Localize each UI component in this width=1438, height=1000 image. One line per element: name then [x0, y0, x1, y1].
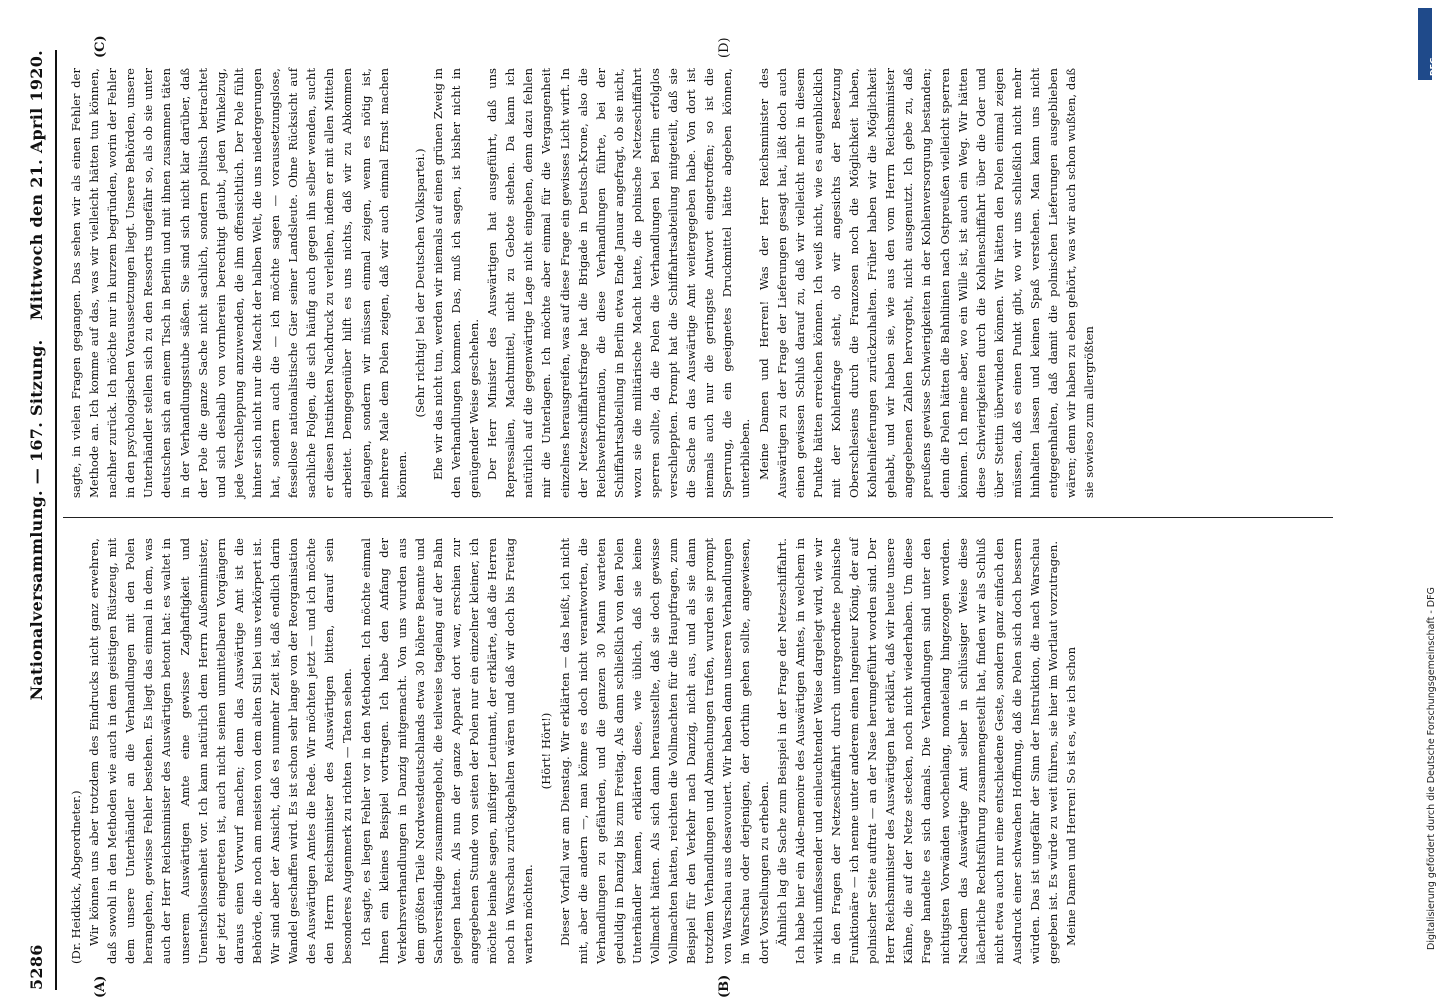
- page-number: 5286: [27, 944, 46, 990]
- paragraph: Meine Damen und Herren! Was der Herr Reichsminister des Auswärtigen zu der Frage der Lieferungen gesagt hat, läßt doch auch einen gewissen Schluß darauf zu, daß wir vielleicht mehr in diesem Punkte hätten erreichen können. Ich weiß nicht, wie es augenblicklich mit der Kohlenfrage steht, ob wir angesichts der Besetzung Oberschlesiens durch die Franzosen noch die Möglichkeit haben, Kohlenlieferungen zurückzuhalten. Früher haben wir die Möglichkeit gehabt, und wir haben sie, wie aus den vom Herrn Reichsminister angegebenen Zahlen hervorgeht, nicht ausgenutzt. Ich gebe zu, daß preußens gewisse Schwierigkeiten in der Kohlenversorgung bestanden; denn die Polen hätten die Bahnlinien nach Ostpreußen vielleicht sperren können. Ich meine aber, wo ein Wille ist, ist auch ein Weg. Wir hätten diese Schwierigkeiten durch die Kohlenschiffahrt über die Oder und über Stettin überwinden können. Wir hätten den Polen einmal zeigen müssen, daß es einen Punkt gibt, wo wir uns schließlich nicht mehr hinhalten lassen und keinen Spaß verstehen. Man kann uns nicht entgegenhalten, daß damit die polnischen Lieferungen ausgeblieben wären; denn wir haben zu eben gehört, was wir auch schon wußten, daß sie sowieso zum allergrößten: [756, 68, 1097, 498]
- paragraph: sagte, in vielen Fragen gegangen. Das sehen wir als einen Fehler der Methode an. Ich komme auf das, was wir vielleicht hätten tun können, nachher zurück. Ich möchte nur in kurzem begründen, worin der Fehler in den psychologischen Voraussetzungen liegt. Unsere Behörden, unsere Unterhändler stellen sich zu den Ressorts ungefähr so, als ob sie unter deutschen sich an einem Tisch in Berlin und mit ihnen zusammen täten in der Verhandlungsstube säßen. Sie sind sich nicht klar darüber, daß der Pole die ganze Sache nicht sachlich, sondern politisch betrachtet und sich deshalb von vornherein berechtigt glaubt, jeden Winkelzug, jede Verschleppung anzuwenden, die ihm offensichtlich. Der Pole fühlt hinter sich nicht nur die Macht der halben Welt, die uns niedergerungen hat, sondern auch die — ich möchte sagen — voraussetzungslose, fessellose nationalistische Gier seiner Landsleute. Ohne Rücksicht auf sachliche Folgen, die sich häufig auch gegen ihn selber wenden, sucht er diesen Instinkten Nachdruck zu verleihen, indem er mit allen Mitteln arbeitet. Demgegenüber hilft es uns nichts, daß wir zu Abkommen gelangen, sondern wir müssen einmal zeigen, wenn es nötig ist, mehrere Male dem Polen zeigen, daß wir auch einmal Ernst machen können.: [69, 68, 409, 498]
- paragraph: Meine Damen und Herren! So ist es, wie ich schon: [1064, 646, 1079, 946]
- left-column: [67, 538, 1080, 990]
- paragraph: Der Herr Minister des Auswärtigen hat ausgeführt, daß uns Repressalien, Machtmittel, nicht zu Gebote stehen. Da kann ich natürlich auf die gegenwärtige Lage nicht eingehen, denn dazu fehlen mir die Unterlagen. Ich möchte aber einmal für die Vergangenheit einzelnes herausgreifen, was auf diese Frage ein gewisses Licht wirft. In der Netzeschiffahrtsfrage hat die Brigade in Deutsch-Krone, also die Reichswehrformation, die diese Verhandlungen führte, bei der Schiffahrtsabteilung in Berlin etwa Ende Januar angefragt, ob sie nicht, wozu sie die militärische Macht hatte, die polnische Netzeschiffahrt sperren sollte, da die Polen die Verhandlungen bei Berlin erfolglos verschleppten. Prompt hat die Schiffahrtsabteilung mitgeteilt, daß sie die Sache an das Auswärtige Amt weitergegeben habe. Von dort ist niemals auch nur die geringste Antwort eingetroffen; so ist die Sperrung, die ein geeignetes Druckmittel hätte abgeben können, unterblieben.: [485, 68, 753, 498]
- digitization-note-text: Digitalisierung gefördert durch die Deutsche Forschungsgemeinschaft - DFG: [1426, 587, 1437, 950]
- paragraph: Ähnlich lag die Sache zum Beispiel in der Frage der Netzeschiffahrt. Ich habe hier ein Aide-memoire des Auswärtigen Amtes, in welchem in wirklich umfassender und einleuchtender Weise dargelegt wird, wie wir in den Fragen der Netzeschiffahrt durch untergeordnete polnische Funktionäre — ich nenne unter anderem einen Ingenieur König, der auf polnischer Seite auftrat — an der Nase herumgeführt worden sind. Der Herr Reichsminister des Auswärtigen hat erklärt, daß wir heute unsere Kähne, die auf der Netze stecken, noch nicht wiederhaben. Um diese Frage handelte es sich damals. Die Verhandlungen sind unter den nichtigsten Vorwänden wochenlang, monatelang hingezogen worden. Nachdem das Auswärtige Amt selber in schlüssiger Weise diese lächerliche Rechtsführung zusammengestellt hat, finden wir als Schluß nicht etwa auch nur eine entschiedene Geste, sondern ganz einfach den Ausdruck einer schwachen Hoffnung, daß die Polen sich doch bessern würden. Das ist ungefähr der Sinn der Instruktion, die nach Warschau gegeben ist. Es würde zu weit führen, sie hier im Wortlaut vorzutragen.: [774, 538, 1061, 964]
- margin-marker-c: (C): [93, 35, 108, 58]
- dfg-logo-text: DFG: [1429, 57, 1438, 76]
- margin-marker-a: (A): [93, 975, 108, 998]
- speaker-line: (Dr. Heidkick, Abgeordneter.): [69, 790, 83, 964]
- margin-marker-b: (B): [717, 974, 732, 998]
- page-date: Mittwoch den 21. April 1920.: [27, 50, 46, 321]
- header-rule: [55, 50, 57, 990]
- paragraph: Dieser Vorfall war am Dienstag. Wir erklärten — das heißt, ich nicht mit, aber die andern —, man könne es doch nicht verantworten, die Verhandlungen zu gefährden, und die ganzen 30 Mann warteten geduldig in Danzig bis zum Freitag. Als dann schließlich von den Polen Unterhändler kamen, erklärten diese, wie üblich, daß sie keine Vollmacht hätten. Als sich dann herausstellte, daß sie doch gewisse Vollmachten hatten, reichten die Vollmachten für die Hauptfragen, zum Beispiel für den Verkehr nach Danzig, nicht aus, und als sie dann trotzdem Verhandlungen und Abmachungen trafen, wurden sie prompt von Warschau aus desavouiert. Wir haben dann unseren Verhandlungen in Warschau oder derjenigen, der dorthin gehen sollte, angewiesen, dort Vorstellungen zu erheben.: [557, 538, 771, 964]
- page-title: Nationalversammlung. — 167. Sitzung.: [27, 339, 46, 701]
- column-divider: [63, 517, 1333, 518]
- interjection: (Hört! Hört!): [539, 712, 554, 790]
- page-header: [27, 50, 53, 990]
- digitization-note: [1410, 20, 1437, 980]
- right-column: [67, 68, 1098, 498]
- paragraph: Ehe wir das nicht tun, werden wir niemals auf einen grünen Zweig in den Verhandlungen kommen. Das, muß ich sagen, ist bisher nicht in genügender Weise geschehen.: [430, 68, 482, 498]
- paragraph: Ich sagte, es liegen Fehler vor in den Methoden. Ich möchte einmal Ihnen ein kleines Beispiel vortragen. Ich habe den Anfang der Verkehrsverhandlungen in Danzig mitgemacht. Von uns wurden aus dem größten Teile Nordwestdeutschlands etwa 30 höhere Beamte und Sachverständige zusammengeholt, die teilweise tagelang auf der Bahn gelegen hatten. Als nun der ganze Apparat dort war, erschien zur angegebenen Stunde von seiten der Polen nur ein einzelner kleiner, ich möchte beinahe sagen, mißriger Leutnant, der erklärte, daß die Herren noch in Warschau zurückgehalten wären und daß wir doch bis Freitag warten möchten.: [358, 538, 536, 964]
- interjection: (Sehr richtig! bei der Deutschen Volkspartei.): [412, 148, 427, 418]
- margin-marker-d: (D): [717, 37, 732, 58]
- rotated-page: [0, 35, 1357, 998]
- dfg-logo: [1418, 8, 1438, 80]
- paragraph: Wir können uns aber trotzdem des Eindrucks nicht ganz erwehren, daß sowohl in den Methoden wie auch in dem geistigen Rüstzeug, mit dem unsere Unterhändler an die Verhandlungen mit den Polen herangehen, gewisse Fehler bestehen. Es liegt das einmal in dem, was auch der Herr Reichsminister des Auswärtigen betont hat: es waltet in unserem Auswärtigen Amte eine gewisse Zaghaftigkeit und Unentschlossenheit vor. Ich kann natürlich dem Herrn Außenminister, der jetzt eingetreten ist, auch nicht seinen unmittelbaren Vorgängern daraus einen Vorwurf machen; denn das Auswärtige Amt ist die Behörde, die noch am meisten von dem alten Stil bei uns verkörpert ist. Wir sind aber der Ansicht, daß es nunmehr Zeit ist, daß endlich darin Wandel geschaffen wird. Es ist schon sehr lange von der Reorganisation des Auswärtigen Amtes die Rede. Wir möchten jetzt — und ich möchte den Herrn Reichsminister des Auswärtigen bitten, darauf sein besonderes Augenmerk zu richten — Taten sehen.: [87, 538, 355, 964]
